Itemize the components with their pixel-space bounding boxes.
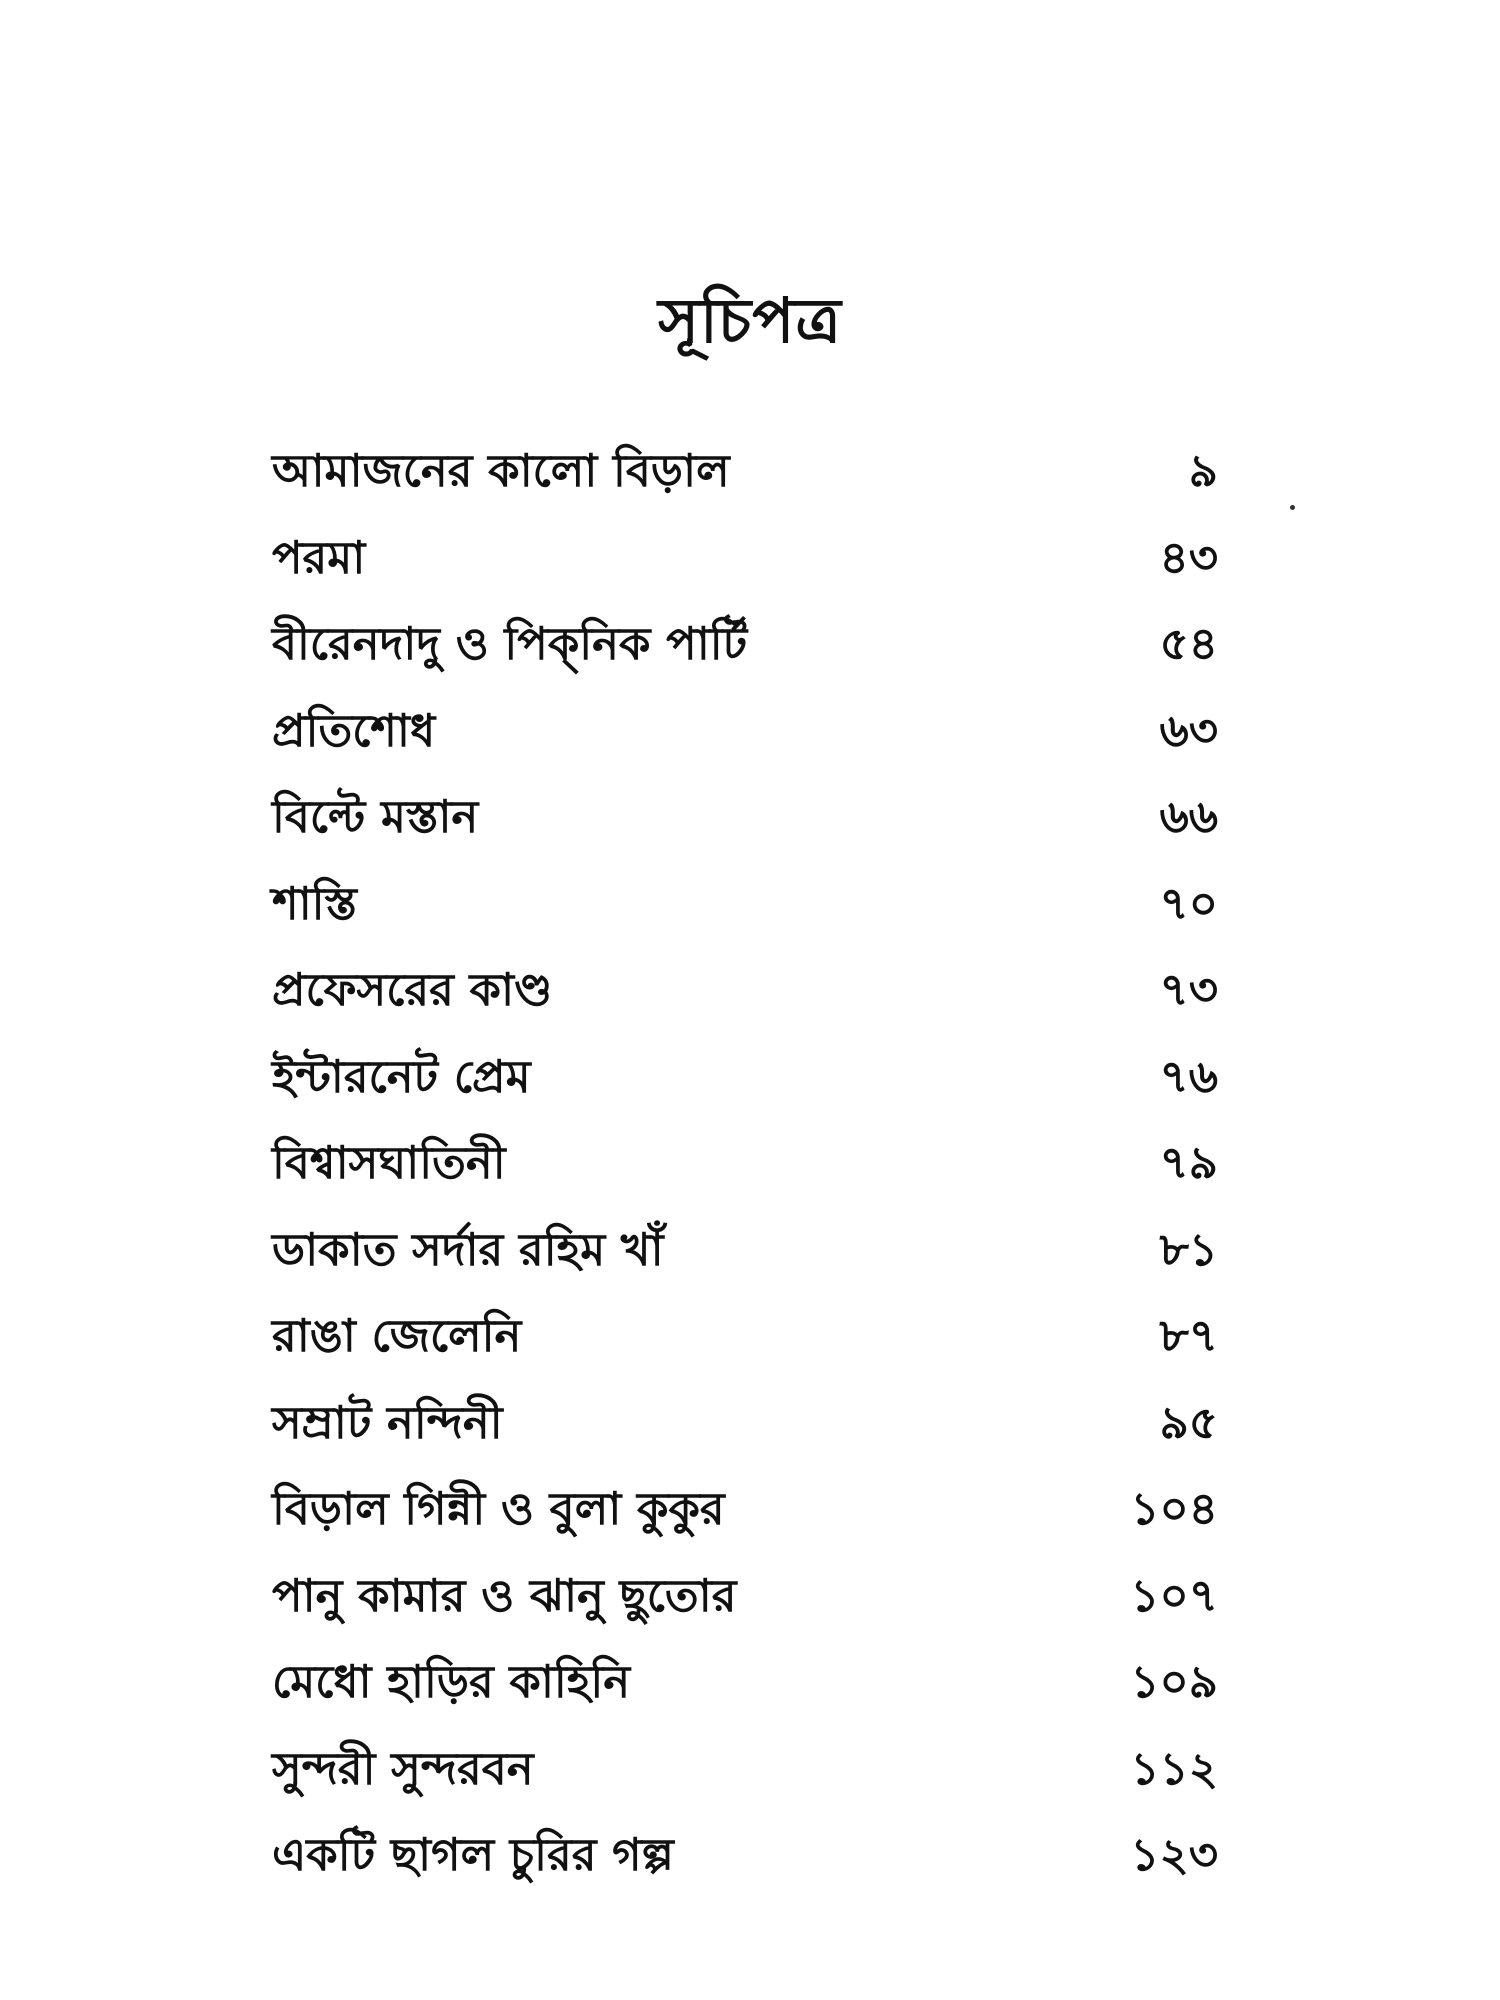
- toc-entry-page: ৭৯: [1159, 1136, 1218, 1189]
- toc-entry-page: ৬৬: [1159, 790, 1218, 843]
- toc-entry-title: বীরেনদাদু ও পিক্‌নিক পার্টি: [272, 617, 748, 670]
- toc-entry: [272, 790, 1222, 881]
- toc-entry-page: ৫৪: [1159, 617, 1218, 670]
- toc-entry-title: মেধো হাড়ির কাহিনি: [272, 1655, 631, 1708]
- toc-entry: [272, 1136, 1222, 1227]
- toc-entry-page: ১০৭: [1130, 1568, 1218, 1622]
- toc-entry-page: ৪৩: [1159, 530, 1218, 584]
- toc-entry-title: ইন্টারনেট প্রেম: [272, 1049, 531, 1103]
- toc-entry: [272, 617, 1222, 708]
- toc-entry-title: শাস্তি: [272, 876, 357, 930]
- toc-entry: [272, 530, 1222, 622]
- toc-entry-page: ৮১: [1159, 1222, 1218, 1276]
- page-title: সূচিপত্র: [658, 283, 842, 357]
- toc-entry-title: ডাকাত সর্দার রহিম খাঁ: [272, 1222, 664, 1276]
- toc-entry-title: পরমা: [272, 530, 366, 584]
- toc-entry-title: বিল্টে মস্তান: [272, 790, 479, 843]
- toc-entry-page: ৭০: [1159, 876, 1218, 930]
- toc-entry: [272, 876, 1222, 968]
- toc-entry-title: প্রতিশোধ: [272, 703, 436, 757]
- toc-entry-page: ৮৭: [1159, 1309, 1218, 1362]
- toc-entry: [272, 1395, 1222, 1487]
- toc-entry-title: প্রফেসরের কাণ্ড: [272, 963, 553, 1016]
- toc-entry-page: ৭৬: [1159, 1049, 1218, 1103]
- toc-entry: [272, 1482, 1222, 1573]
- toc-entry-title: বিশ্বাসঘাতিনী: [272, 1136, 506, 1189]
- toc-entry-page: ১০৯: [1130, 1655, 1218, 1708]
- toc-entry: [272, 1568, 1222, 1660]
- toc-entry: [272, 1222, 1222, 1314]
- toc-entry-page: ১০৪: [1130, 1482, 1218, 1535]
- toc-entry: [272, 1741, 1222, 1833]
- toc-entry-page: ৯: [1188, 444, 1218, 497]
- toc-entry-page: ৭৩: [1159, 963, 1218, 1016]
- toc-entry-title: বিড়াল গিন্নী ও বুলা কুকুর: [272, 1482, 725, 1535]
- toc-entry: [272, 444, 1222, 535]
- toc-entry-page: ৯৫: [1159, 1395, 1218, 1449]
- toc-entry-title: সুন্দরী সুন্দরবন: [272, 1741, 534, 1795]
- toc-entry: [272, 1049, 1222, 1141]
- toc-entry-page: ৬৩: [1159, 703, 1218, 757]
- table-of-contents: [272, 444, 1222, 1919]
- toc-entry: [272, 703, 1222, 795]
- toc-entry-title: রাঙা জেলেনি: [272, 1309, 522, 1362]
- ink-speck: [1290, 505, 1295, 510]
- toc-entry: [272, 1309, 1222, 1400]
- toc-entry: [272, 963, 1222, 1054]
- toc-entry: [272, 1828, 1222, 1919]
- toc-entry-page: ১১২: [1130, 1741, 1218, 1795]
- toc-entry-title: সম্রাট নন্দিনী: [272, 1395, 503, 1449]
- toc-entry-title: একটি ছাগল চুরির গল্প: [272, 1828, 674, 1881]
- toc-entry-title: আমাজনের কালো বিড়াল: [272, 444, 730, 497]
- toc-entry-title: পানু কামার ও ঝানু ছুতোর: [272, 1568, 737, 1622]
- toc-entry: [272, 1655, 1222, 1746]
- toc-entry-page: ১২৩: [1130, 1828, 1218, 1881]
